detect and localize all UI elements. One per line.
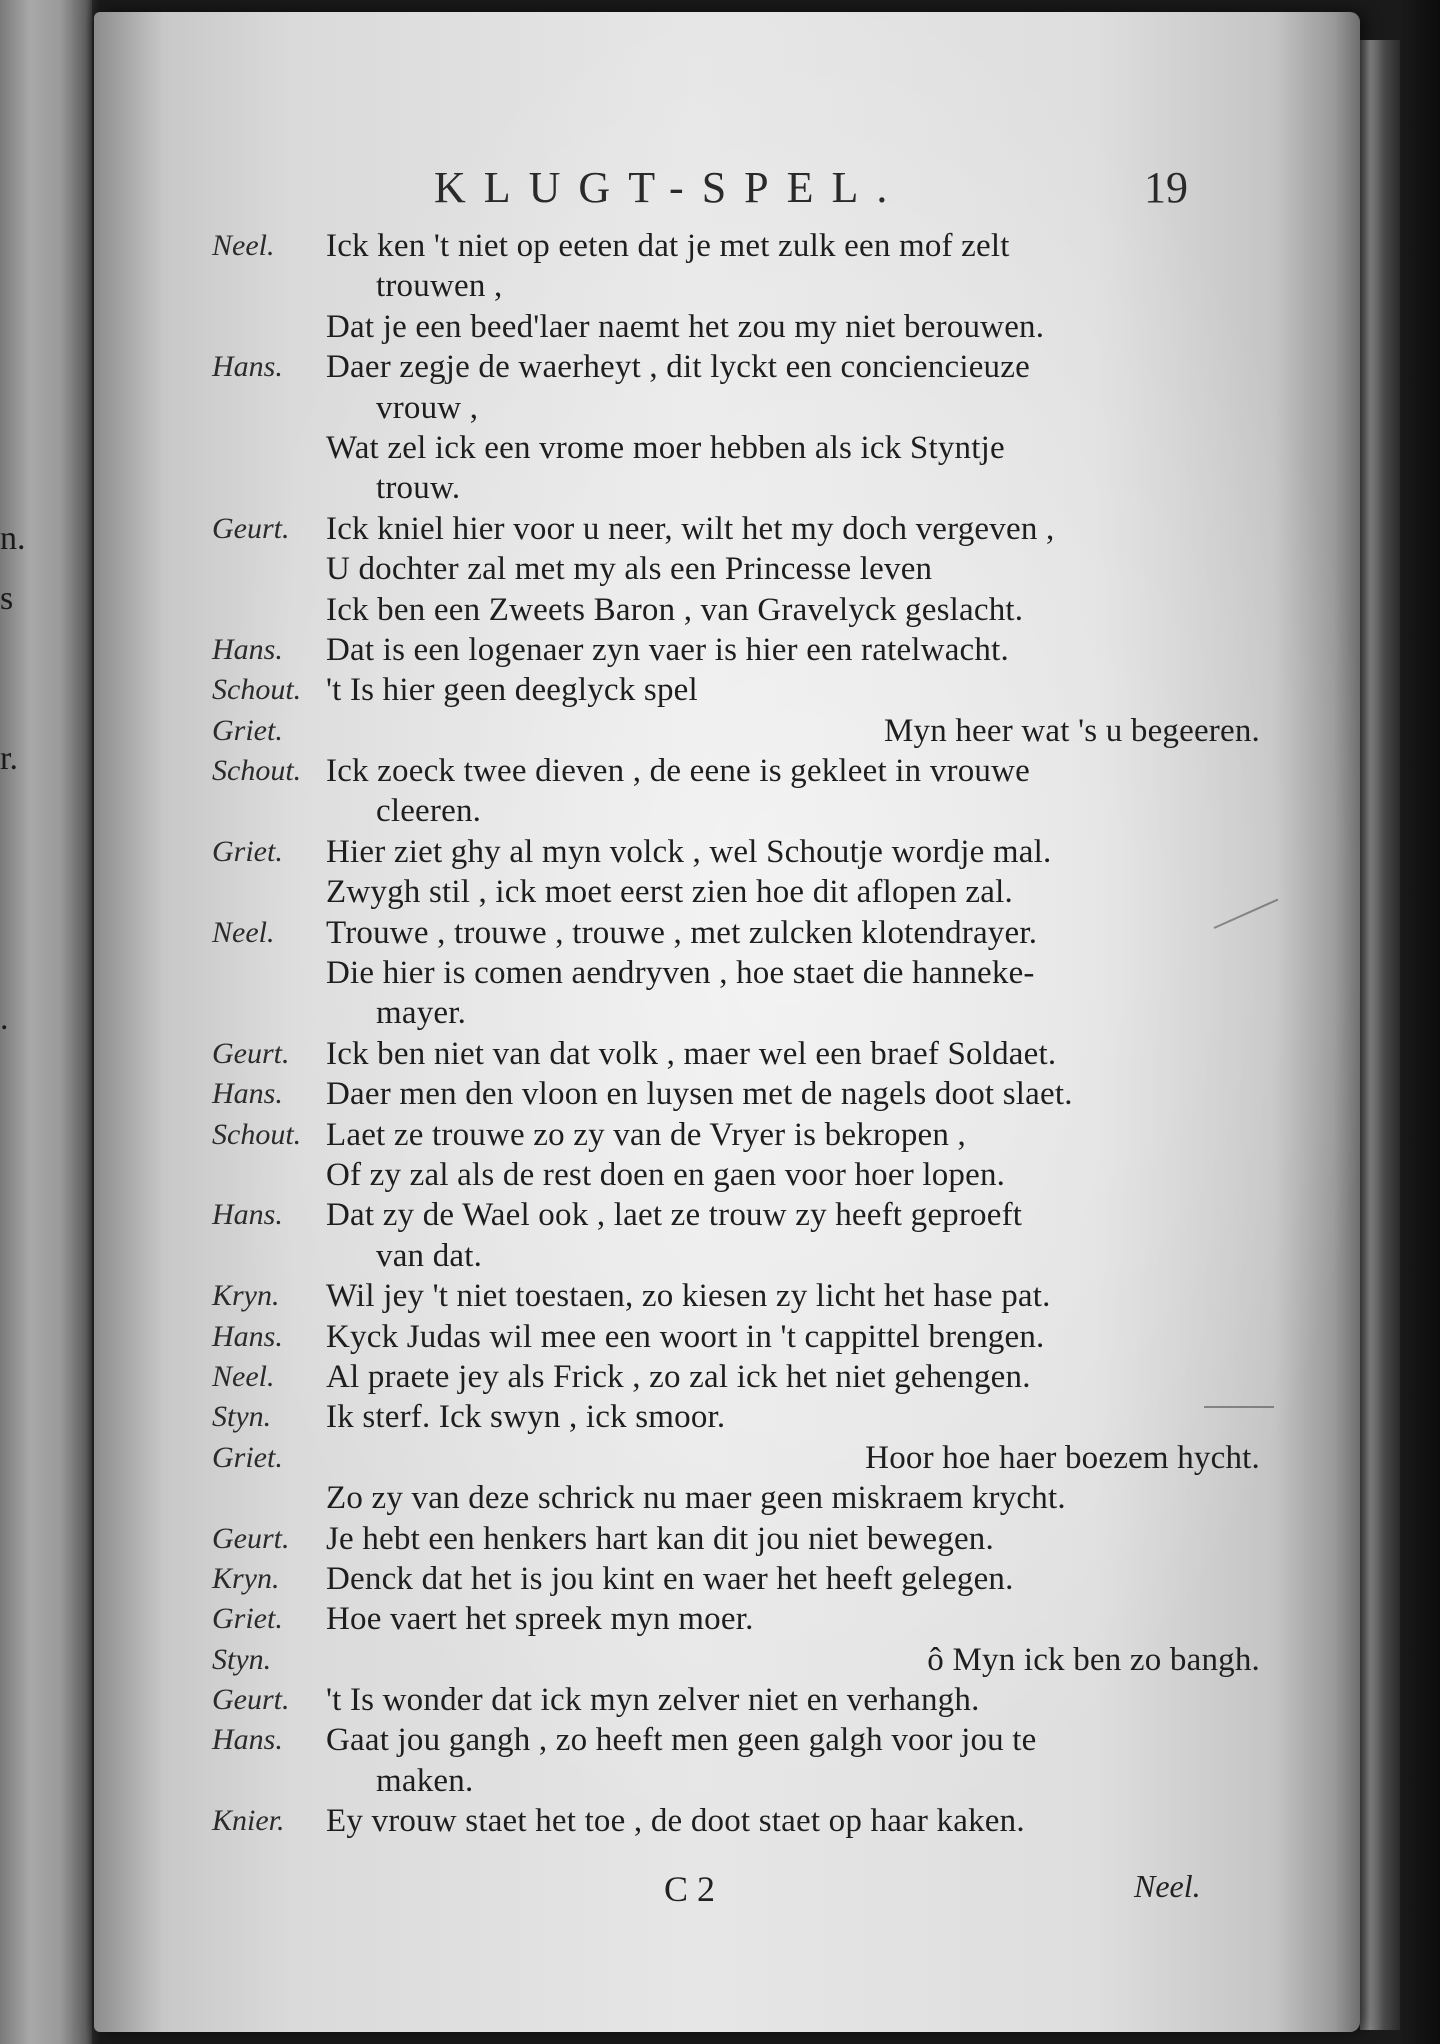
speaker-name: Geurt. bbox=[212, 1521, 290, 1555]
verse-text: Die hier is comen aendryven , hoe staet die hanneke- bbox=[326, 955, 1035, 992]
verse-text: Dat zy de Wael ook , laet ze trouw zy heeft geproeft bbox=[326, 1197, 1023, 1234]
verse-text: Daer zegje de waerheyt , dit lyckt een concienciеuze bbox=[326, 349, 1030, 386]
verse-line bbox=[94, 1074, 1360, 1114]
page-number: 19 bbox=[1144, 163, 1188, 212]
verse-line bbox=[94, 590, 1360, 630]
speaker-name: Geurt. bbox=[212, 1683, 290, 1717]
speaker-name: Geurt. bbox=[212, 511, 290, 545]
verse-text: maken. bbox=[376, 1762, 474, 1799]
verse-text: Zo zy van deze schrick nu maer geen miskraem krycht. bbox=[326, 1480, 1066, 1517]
verse-text: Daer men den vloon en luysen met de nagels doot slaet. bbox=[326, 1076, 1073, 1113]
verse-text: Wat zel ick een vrome moer hebben als ick Styntje bbox=[326, 429, 1005, 466]
speaker-name: Griet. bbox=[212, 1602, 283, 1636]
verse-text: Laet ze trouwe zo zy van de Vryer is bekropen , bbox=[326, 1116, 966, 1153]
verse-line bbox=[94, 226, 1360, 266]
speaker-name: Hans. bbox=[212, 1077, 283, 1111]
verse-text: Myn heer wat 's u begeeren. bbox=[883, 712, 1260, 749]
verse-text: Kyck Judas wil mee een woort in 't cappittel brengen. bbox=[326, 1318, 1045, 1355]
speaker-name: Kryn. bbox=[212, 1279, 280, 1313]
verse-text: Ey vrouw staet het toe , de doot staet op haar kaken. bbox=[326, 1803, 1025, 1840]
verse-line bbox=[94, 1236, 1360, 1276]
signature-mark: C 2 bbox=[664, 1869, 716, 1909]
page-content bbox=[94, 12, 1360, 2032]
verse-line bbox=[94, 1478, 1360, 1518]
verse-line bbox=[94, 1155, 1360, 1195]
verse-text: Zwygh stil , ick moet eerst zien hoe dit aflopen zal. bbox=[326, 874, 1013, 911]
page-header bbox=[94, 162, 1360, 222]
left-edge-letter: r. bbox=[0, 740, 18, 777]
verse-text: Ick ben een Zweets Baron , van Gravelyck geslacht. bbox=[326, 591, 1024, 628]
verse-line bbox=[94, 711, 1360, 751]
speaker-name: Neel. bbox=[212, 1359, 275, 1393]
verse-text: vrouw , bbox=[376, 389, 479, 426]
verse-text: Dat je een beed'laer naemt het zou my niet berouwen. bbox=[326, 308, 1045, 345]
speaker-name: Hans. bbox=[212, 350, 283, 384]
verse-line bbox=[94, 670, 1360, 710]
verse-text: 't Is hier geen deeglyck spel bbox=[326, 672, 698, 709]
verse-line bbox=[94, 1034, 1360, 1074]
play-text bbox=[94, 226, 1360, 1842]
verse-line bbox=[94, 872, 1360, 912]
verse-text: ô Myn ick ben zo bangh. bbox=[927, 1641, 1260, 1678]
speaker-name: Geurt. bbox=[212, 1036, 290, 1070]
verse-text: cleeren. bbox=[376, 793, 482, 830]
verse-line bbox=[94, 1115, 1360, 1155]
speaker-name: Styn. bbox=[212, 1400, 272, 1434]
verse-text: Wil jey 't niet toestaen, zo kiesen zy licht het hase pat. bbox=[326, 1278, 1051, 1315]
speaker-name: Hans. bbox=[212, 1723, 283, 1757]
verse-text: Hier ziet ghy al myn volck , wel Schoutje wordje mal. bbox=[326, 833, 1052, 870]
speaker-name: Styn. bbox=[212, 1642, 272, 1676]
speaker-name: Griet. bbox=[212, 713, 283, 747]
verse-text: Ick ben niet van dat volk , maer wel een braef Soldaet. bbox=[326, 1035, 1057, 1072]
verse-line bbox=[94, 1397, 1360, 1437]
verse-text: Of zy zal als de rest doen en gaen voor hoer lopen. bbox=[326, 1156, 1006, 1193]
verse-line bbox=[94, 1599, 1360, 1639]
verse-line bbox=[94, 428, 1360, 468]
left-edge-letter: n. bbox=[0, 520, 26, 557]
verse-line bbox=[94, 751, 1360, 791]
pencil-mark bbox=[1204, 1406, 1274, 1408]
verse-line bbox=[94, 1357, 1360, 1397]
verse-line bbox=[94, 347, 1360, 387]
page-stack-edge bbox=[1360, 40, 1400, 2030]
speaker-name: Schout. bbox=[212, 754, 302, 788]
speaker-name: Schout. bbox=[212, 673, 302, 707]
verse-text: Gaat jou gangh , zo heeft men geen galgh voor jou te bbox=[326, 1722, 1037, 1759]
verse-text: Hoe vaert het spreek myn moer. bbox=[326, 1601, 754, 1638]
verse-text: Ick ken 't niet op eeten dat je met zulk een mof zelt bbox=[326, 228, 1010, 264]
speaker-name: Hans. bbox=[212, 632, 283, 666]
speaker-name: Neel. bbox=[212, 915, 275, 949]
verse-line bbox=[94, 953, 1360, 993]
verse-line bbox=[94, 1519, 1360, 1559]
speaker-name: Griet. bbox=[212, 834, 283, 868]
verse-line bbox=[94, 307, 1360, 347]
verse-text: Ick kniel hier voor u neer, wilt het my doch vergeven , bbox=[326, 510, 1055, 547]
verse-line bbox=[94, 993, 1360, 1033]
verse-text: Denck dat het is jou kint en waer het heeft gelegen. bbox=[326, 1560, 1014, 1597]
verse-line bbox=[94, 1438, 1360, 1478]
verse-line bbox=[94, 1640, 1360, 1680]
verse-line bbox=[94, 468, 1360, 508]
speaker-name: Knier. bbox=[212, 1804, 285, 1838]
verse-line bbox=[94, 913, 1360, 953]
page-footer bbox=[94, 1868, 1360, 1918]
verse-line bbox=[94, 549, 1360, 589]
verse-line bbox=[94, 1276, 1360, 1316]
verse-text: Ik sterf. Ick swyn , ick smoor. bbox=[326, 1399, 726, 1436]
verse-text: 't Is wonder dat ick myn zelver niet en verhangh. bbox=[326, 1682, 980, 1719]
verse-line bbox=[94, 630, 1360, 670]
left-page-edge bbox=[0, 0, 92, 2044]
verse-text: mayer. bbox=[376, 995, 467, 1032]
verse-text: Dat is een logenaer zyn vaer is hier een ratelwacht. bbox=[326, 631, 1009, 668]
speaker-name: Hans. bbox=[212, 1319, 283, 1353]
left-edge-letter: s bbox=[0, 580, 14, 617]
verse-text: Je hebt een henkers hart kan dit jou niet bewegen. bbox=[326, 1520, 994, 1557]
verse-line bbox=[94, 791, 1360, 831]
speaker-name: Schout. bbox=[212, 1117, 302, 1151]
verse-text: Al praete jey als Frick , zo zal ick het niet gehengen. bbox=[326, 1358, 1031, 1395]
speaker-name: Kryn. bbox=[212, 1561, 280, 1595]
verse-line bbox=[94, 1559, 1360, 1599]
speaker-name: Hans. bbox=[212, 1198, 283, 1232]
verse-line bbox=[94, 388, 1360, 428]
verse-line bbox=[94, 1720, 1360, 1760]
verse-line bbox=[94, 266, 1360, 306]
verse-line bbox=[94, 1317, 1360, 1357]
verse-line bbox=[94, 1195, 1360, 1235]
verse-text: Ick zoeck twee dieven , de eene is gekleet in vrouwe bbox=[326, 753, 1030, 790]
verse-text: van dat. bbox=[376, 1237, 483, 1274]
left-edge-letter: . bbox=[0, 1000, 9, 1037]
verse-text: U dochter zal met my als een Princesse leven bbox=[326, 551, 933, 588]
verse-text: Hoor hoe haer boezem hycht. bbox=[865, 1439, 1260, 1476]
running-title: KLUGT-SPEL. bbox=[434, 163, 906, 212]
verse-line bbox=[94, 1801, 1360, 1841]
verse-line bbox=[94, 1680, 1360, 1720]
verse-text: trouw. bbox=[376, 470, 461, 507]
verse-text: Trouwe , trouwe , trouwe , met zulcken klotendrayer. bbox=[326, 914, 1038, 951]
page bbox=[94, 12, 1360, 2032]
speaker-name: Neel. bbox=[212, 229, 275, 262]
verse-line bbox=[94, 509, 1360, 549]
verse-line bbox=[94, 832, 1360, 872]
verse-line bbox=[94, 1761, 1360, 1801]
verse-text: trouwen , bbox=[376, 268, 503, 305]
speaker-name: Griet. bbox=[212, 1440, 283, 1474]
catchword: Neel. bbox=[1134, 1868, 1201, 1904]
